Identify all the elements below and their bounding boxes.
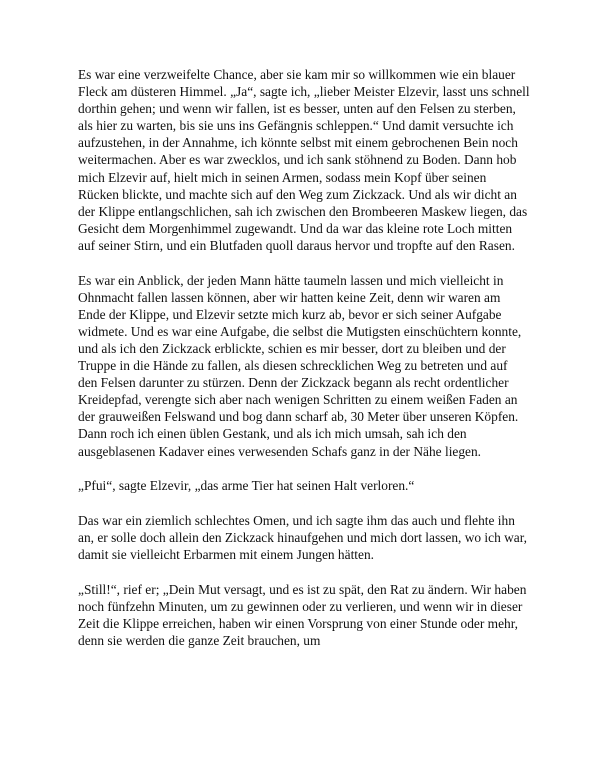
- paragraph: „Pfui“, sagte Elzevir, „das arme Tier hat seinen Halt verloren.“: [78, 478, 415, 494]
- paragraph: Es war ein Anblick, der jeden Mann hätte taumeln lassen und mich vielleicht in Ohnmacht fallen lassen können, aber wir hatten keine Zeit, denn wir waren am Ende der Klippe, und Elzevir setzte mich kurz ab, bevor er sich seiner Aufgabe widmete. Und es war eine Aufgabe, die selbst die Mutigsten einschüchtern konnte, und als ich den Zickzack erblickte, schien es mir besser, dort zu bleiben und der Truppe in die Hände zu fallen, als diesen schrecklichen Weg zu betreten und auf den Felsen darunter zu stürzen. Denn der Zickzack begann als recht ordentlicher Kreidepfad, verengte sich aber nach wenigen Schritten zu einem weißen Faden an der grauweißen Felswand und bog dann scharf ab, 30 Meter über unseren Köpfen. Dann roch ich einen üblen Gestank, und als ich mich umsah, sah ich den ausgeblasenen Kadaver eines verwesenden Schafs ganz in der Nähe liegen.: [78, 272, 522, 459]
- paragraph: Das war ein ziemlich schlechtes Omen, und ich sagte ihm das auch und flehte ihn an, er solle doch allein den Zickzack hinaufgehen und mich dort lassen, wo ich war, damit sie vielleicht Erbarmen mit einem Jungen hätten.: [78, 512, 528, 563]
- document-page: [78, 66, 530, 667]
- paragraph: Es war eine verzweifelte Chance, aber sie kam mir so willkommen wie ein blauer Fleck am düsteren Himmel. „Ja“, sagte ich, „lieber Meister Elzevir, lasst uns schnell dorthin gehen; und wenn wir fallen, ist es besser, unten auf den Felsen zu sterben, als hier zu warten, bis sie uns ins Gefängnis schleppen.“ Und damit versuchte ich aufzustehen, in der Annahme, ich könnte selbst mit einem gebrochenen Bein noch weitermachen. Aber es war zwecklos, und ich sank stöhnend zu Boden. Dann hob mich Elzevir auf, hielt mich in seinen Armen, sodass mein Kopf über seinen Rücken blickte, und machte sich auf den Weg zum Zickzack. Und als wir dicht an der Klippe entlangschlichen, sah ich zwischen den Brombeeren Maskew liegen, das Gesicht dem Morgenhimmel zugewandt. Und da war das kleine rote Loch mitten auf seiner Stirn, und ein Blutfaden quoll daraus hervor und tropfte auf den Rasen.: [78, 67, 530, 253]
- paragraph: „Still!“, rief er; „Dein Mut versagt, und es ist zu spät, den Rat zu ändern. Wir haben noch fünfzehn Minuten, um zu gewinnen oder zu verlieren, und wenn wir in dieser Zeit die Klippe erreichen, haben wir einen Vorsprung von einer Stunde oder mehr, denn sie werden die ganze Zeit brauchen, um: [78, 581, 527, 649]
